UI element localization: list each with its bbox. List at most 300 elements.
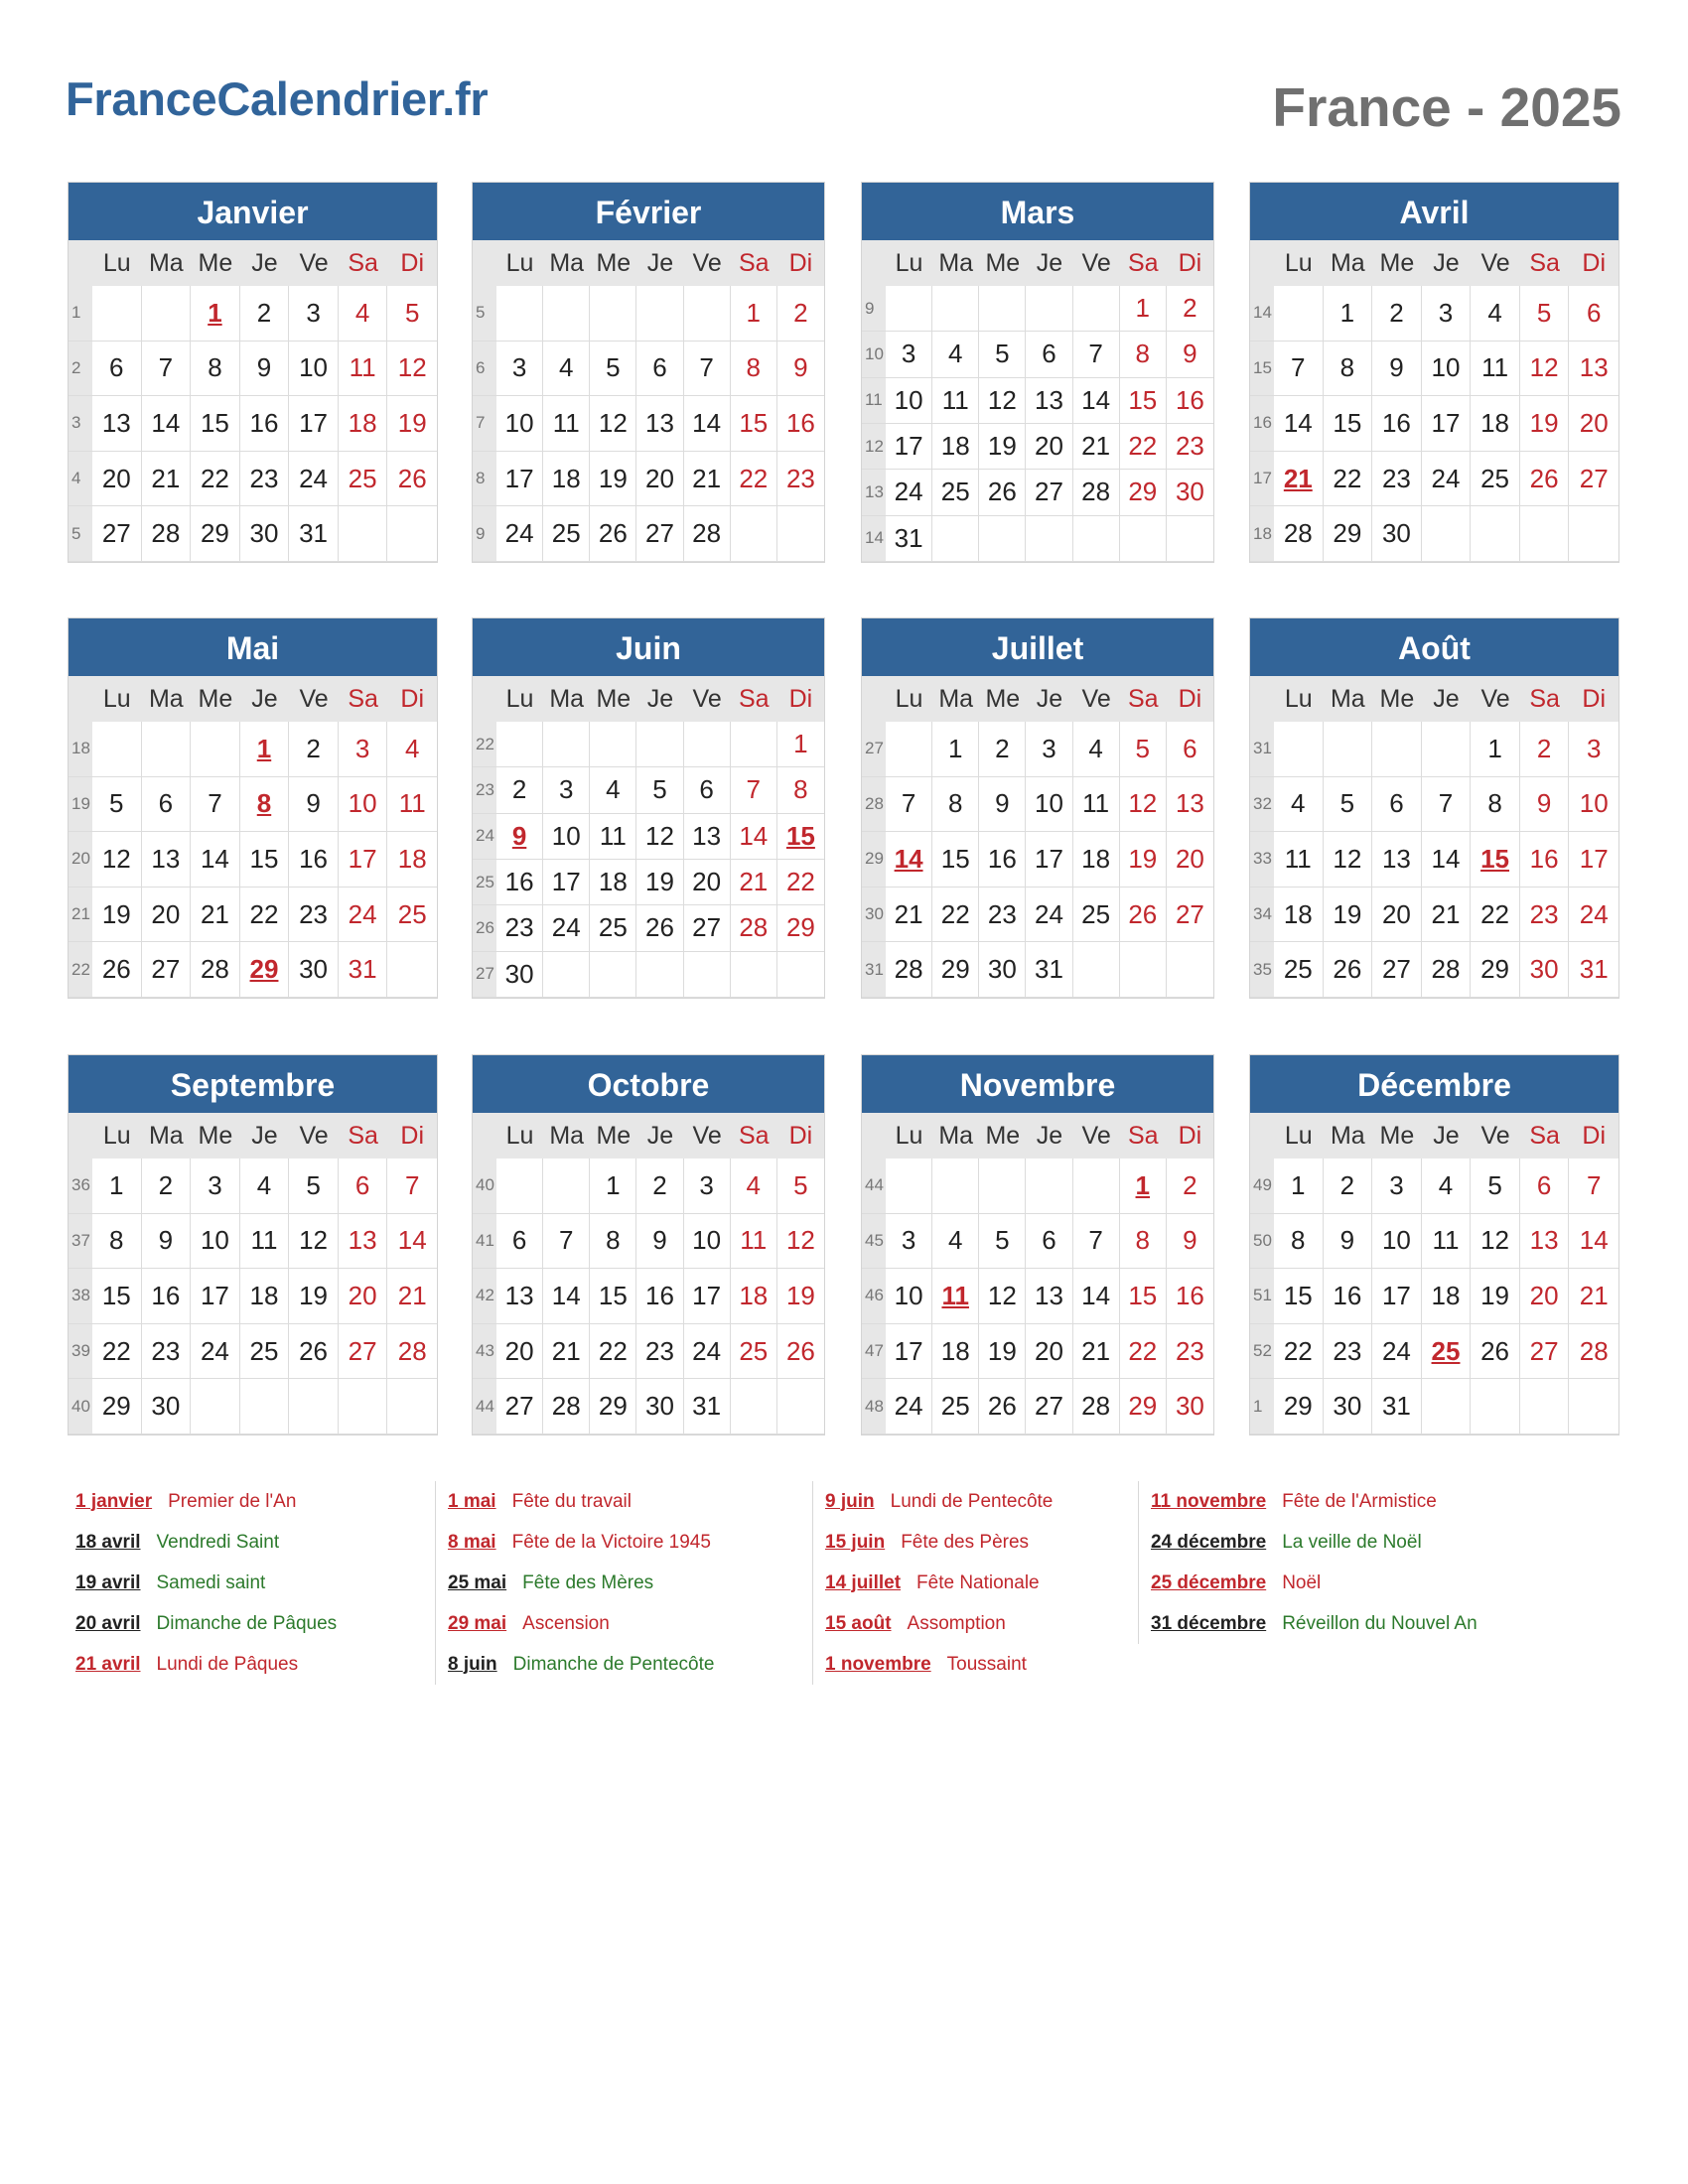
day-cell: 28 bbox=[684, 506, 731, 562]
weekday-header: Me bbox=[979, 240, 1026, 286]
week-number: 52 bbox=[1250, 1324, 1274, 1380]
day-cell: 14 bbox=[543, 1269, 590, 1324]
week-number: 34 bbox=[1250, 887, 1274, 943]
week-number: 18 bbox=[1250, 506, 1274, 562]
week-number: 46 bbox=[862, 1269, 886, 1324]
empty-day-cell bbox=[886, 1159, 932, 1214]
day-cell: 24 bbox=[543, 905, 590, 951]
day-cell: 20 bbox=[1026, 1324, 1072, 1380]
day-cell: 14 bbox=[1274, 396, 1324, 452]
day-cell: 16 bbox=[777, 396, 824, 452]
legend-date[interactable]: 15 août bbox=[825, 1612, 892, 1634]
legend-column bbox=[435, 1481, 815, 1685]
day-cell: 26 bbox=[1120, 887, 1167, 943]
day-cell: 19 bbox=[777, 1269, 824, 1324]
day-cell: 9 bbox=[142, 1214, 192, 1270]
day-cell: 16 bbox=[240, 396, 290, 452]
day-cell: 9 bbox=[1167, 1214, 1213, 1270]
weekday-header: Ma bbox=[543, 240, 590, 286]
empty-day-cell bbox=[777, 506, 824, 562]
day-cell: 15 bbox=[1274, 1269, 1324, 1324]
day-cell: 8 bbox=[92, 1214, 142, 1270]
month-name: Mai bbox=[69, 618, 437, 676]
day-cell: 7 bbox=[731, 767, 777, 813]
month-days-grid bbox=[473, 1113, 824, 1434]
week-number: 30 bbox=[862, 887, 886, 943]
day-cell: 5 bbox=[1120, 722, 1167, 777]
weekday-header: Ma bbox=[1324, 676, 1373, 722]
weekday-header: Sa bbox=[1120, 1113, 1167, 1159]
day-cell: 11 bbox=[1274, 832, 1324, 887]
day-cell: 1 bbox=[731, 286, 777, 341]
legend-date[interactable]: 15 juin bbox=[825, 1531, 886, 1553]
day-cell: 13 bbox=[1372, 832, 1422, 887]
day-cell: 29 bbox=[590, 1379, 636, 1434]
legend-holiday-name: Fête du travail bbox=[511, 1490, 632, 1512]
day-cell: 13 bbox=[1026, 1269, 1072, 1324]
month-days-grid bbox=[862, 676, 1213, 998]
empty-day-cell bbox=[979, 1159, 1026, 1214]
day-cell: 18 bbox=[1274, 887, 1324, 943]
empty-day-cell bbox=[886, 286, 932, 332]
weekday-header: Lu bbox=[496, 240, 543, 286]
week-number-header bbox=[1250, 676, 1274, 722]
month-days-grid bbox=[862, 240, 1213, 562]
weekday-header: Je bbox=[1422, 1113, 1472, 1159]
day-cell: 22 bbox=[777, 860, 824, 905]
legend-date[interactable]: 20 avril bbox=[75, 1612, 141, 1634]
month-name: Août bbox=[1250, 618, 1618, 676]
day-cell: 12 bbox=[92, 832, 142, 887]
day-cell: 6 bbox=[1167, 722, 1213, 777]
legend-date[interactable]: 14 juillet bbox=[825, 1571, 902, 1593]
day-cell: 9 bbox=[289, 777, 339, 833]
weekday-header: Lu bbox=[886, 1113, 932, 1159]
day-cell: 10 bbox=[289, 341, 339, 397]
day-cell: 4 bbox=[1073, 722, 1120, 777]
day-cell: 9 bbox=[636, 1214, 683, 1270]
day-cell: 15 bbox=[932, 832, 979, 887]
day-cell: 23 bbox=[979, 887, 1026, 943]
day-cell: 27 bbox=[1167, 887, 1213, 943]
day-cell: 6 bbox=[1026, 332, 1072, 377]
day-cell: 6 bbox=[1026, 1214, 1072, 1270]
empty-day-cell bbox=[1520, 1379, 1570, 1434]
week-number: 6 bbox=[473, 341, 496, 397]
day-cell: 14 bbox=[142, 396, 192, 452]
day-cell: 29 bbox=[1120, 470, 1167, 515]
week-number: 44 bbox=[862, 1159, 886, 1214]
day-cell: 25 bbox=[543, 506, 590, 562]
day-cell: 4 bbox=[339, 286, 388, 341]
day-cell: 8 bbox=[1274, 1214, 1324, 1270]
month-name: Octobre bbox=[473, 1055, 824, 1113]
day-cell: 11 bbox=[1471, 341, 1520, 397]
empty-day-cell bbox=[1120, 942, 1167, 998]
legend-holiday-name: Premier de l'An bbox=[168, 1490, 297, 1512]
week-number: 35 bbox=[1250, 942, 1274, 998]
legend-holiday-name: Noël bbox=[1282, 1571, 1322, 1593]
day-cell: 18 bbox=[1471, 396, 1520, 452]
day-cell: 15 bbox=[1120, 378, 1167, 424]
empty-day-cell bbox=[1167, 942, 1213, 998]
day-cell: 24 bbox=[1026, 887, 1072, 943]
empty-day-cell bbox=[1120, 516, 1167, 562]
empty-day-cell bbox=[1274, 722, 1324, 777]
weekday-header: Me bbox=[191, 240, 240, 286]
legend-item bbox=[448, 1481, 815, 1522]
day-cell: 7 bbox=[1073, 332, 1120, 377]
month-days-grid bbox=[69, 1113, 437, 1434]
day-cell: 8 bbox=[932, 777, 979, 833]
weekday-header: Ma bbox=[142, 676, 192, 722]
month-name: Février bbox=[473, 183, 824, 240]
legend-date[interactable]: 9 juin bbox=[825, 1490, 875, 1512]
empty-day-cell bbox=[387, 942, 437, 998]
legend-date[interactable]: 21 avril bbox=[75, 1653, 141, 1675]
week-number: 5 bbox=[69, 506, 92, 562]
day-cell: 17 bbox=[1372, 1269, 1422, 1324]
weekday-header: Ma bbox=[1324, 1113, 1373, 1159]
weekday-header: Ve bbox=[289, 676, 339, 722]
weekday-header: Di bbox=[777, 1113, 824, 1159]
day-cell: 17 bbox=[1026, 832, 1072, 887]
day-cell: 7 bbox=[142, 341, 192, 397]
weekday-header: Me bbox=[1372, 1113, 1422, 1159]
empty-day-cell bbox=[979, 286, 1026, 332]
day-cell: 21 bbox=[1274, 452, 1324, 507]
day-cell: 25 bbox=[387, 887, 437, 943]
day-cell: 18 bbox=[932, 1324, 979, 1380]
day-cell: 29 bbox=[932, 942, 979, 998]
legend-holiday-name: Dimanche de Pâques bbox=[156, 1612, 338, 1634]
day-cell: 22 bbox=[1324, 452, 1373, 507]
day-cell: 29 bbox=[1274, 1379, 1324, 1434]
day-cell: 9 bbox=[1324, 1214, 1373, 1270]
legend-date[interactable]: 1 mai bbox=[448, 1490, 496, 1512]
empty-day-cell bbox=[1520, 506, 1570, 562]
week-number: 38 bbox=[69, 1269, 92, 1324]
day-cell: 10 bbox=[1422, 341, 1472, 397]
day-cell: 31 bbox=[886, 516, 932, 562]
week-number: 37 bbox=[69, 1214, 92, 1270]
empty-day-cell bbox=[684, 722, 731, 767]
day-cell: 2 bbox=[777, 286, 824, 341]
day-cell: 13 bbox=[496, 1269, 543, 1324]
legend-item bbox=[75, 1603, 443, 1644]
empty-day-cell bbox=[496, 286, 543, 341]
day-cell: 30 bbox=[496, 952, 543, 998]
day-cell: 16 bbox=[1167, 378, 1213, 424]
day-cell: 18 bbox=[240, 1269, 290, 1324]
week-number: 11 bbox=[862, 378, 886, 424]
day-cell: 10 bbox=[1372, 1214, 1422, 1270]
day-cell: 7 bbox=[191, 777, 240, 833]
weekday-header: Lu bbox=[1274, 676, 1324, 722]
day-cell: 8 bbox=[191, 341, 240, 397]
week-number: 49 bbox=[1250, 1159, 1274, 1214]
legend-date[interactable]: 19 avril bbox=[75, 1571, 141, 1593]
day-cell: 11 bbox=[932, 1269, 979, 1324]
week-number: 20 bbox=[69, 832, 92, 887]
legend-item bbox=[75, 1481, 443, 1522]
day-cell: 13 bbox=[1026, 378, 1072, 424]
weekday-header: Je bbox=[240, 676, 290, 722]
day-cell: 1 bbox=[191, 286, 240, 341]
legend-date[interactable]: 29 mai bbox=[448, 1612, 507, 1634]
legend-date[interactable]: 1 novembre bbox=[825, 1653, 931, 1675]
week-number: 17 bbox=[1250, 452, 1274, 507]
empty-day-cell bbox=[339, 506, 388, 562]
week-number-header bbox=[862, 676, 886, 722]
day-cell: 1 bbox=[1120, 1159, 1167, 1214]
day-cell: 13 bbox=[142, 832, 192, 887]
day-cell: 25 bbox=[1422, 1324, 1472, 1380]
day-cell: 18 bbox=[543, 452, 590, 507]
day-cell: 5 bbox=[1471, 1159, 1520, 1214]
day-cell: 1 bbox=[932, 722, 979, 777]
day-cell: 23 bbox=[496, 905, 543, 951]
legend-holiday-name: Fête des Pères bbox=[901, 1531, 1030, 1553]
empty-day-cell bbox=[932, 516, 979, 562]
day-cell: 28 bbox=[1073, 470, 1120, 515]
day-cell: 3 bbox=[543, 767, 590, 813]
month-5 bbox=[68, 617, 438, 999]
empty-day-cell bbox=[731, 1379, 777, 1434]
day-cell: 15 bbox=[1324, 396, 1373, 452]
day-cell: 18 bbox=[590, 860, 636, 905]
weekday-header: Di bbox=[387, 1113, 437, 1159]
day-cell: 14 bbox=[1569, 1214, 1618, 1270]
week-number: 15 bbox=[1250, 341, 1274, 397]
day-cell: 20 bbox=[92, 452, 142, 507]
legend-date[interactable]: 11 novembre bbox=[1151, 1490, 1267, 1512]
legend-date[interactable]: 25 décembre bbox=[1151, 1571, 1267, 1593]
empty-day-cell bbox=[387, 506, 437, 562]
day-cell: 26 bbox=[979, 1379, 1026, 1434]
weekday-header: Lu bbox=[496, 676, 543, 722]
empty-day-cell bbox=[636, 952, 683, 998]
day-cell: 28 bbox=[191, 942, 240, 998]
week-number: 39 bbox=[69, 1324, 92, 1380]
empty-day-cell bbox=[590, 286, 636, 341]
day-cell: 12 bbox=[590, 396, 636, 452]
empty-day-cell bbox=[142, 722, 192, 777]
day-cell: 5 bbox=[387, 286, 437, 341]
day-cell: 27 bbox=[636, 506, 683, 562]
month-days-grid bbox=[1250, 1113, 1618, 1434]
day-cell: 5 bbox=[636, 767, 683, 813]
weekday-header: Me bbox=[590, 240, 636, 286]
day-cell: 19 bbox=[1471, 1269, 1520, 1324]
legend-date[interactable]: 31 décembre bbox=[1151, 1612, 1267, 1634]
day-cell: 8 bbox=[731, 341, 777, 397]
legend-holiday-name: La veille de Noël bbox=[1282, 1531, 1422, 1553]
weekday-header: Je bbox=[1026, 240, 1072, 286]
day-cell: 20 bbox=[636, 452, 683, 507]
weekday-header: Sa bbox=[731, 1113, 777, 1159]
week-number-header bbox=[473, 240, 496, 286]
day-cell: 17 bbox=[1422, 396, 1472, 452]
week-number: 16 bbox=[1250, 396, 1274, 452]
day-cell: 3 bbox=[1026, 722, 1072, 777]
empty-day-cell bbox=[590, 952, 636, 998]
legend-holiday-name: Fête des Mères bbox=[522, 1571, 654, 1593]
day-cell: 16 bbox=[496, 860, 543, 905]
empty-day-cell bbox=[240, 1379, 290, 1434]
weekday-header: Di bbox=[1167, 1113, 1213, 1159]
weekday-header: Ma bbox=[932, 1113, 979, 1159]
day-cell: 5 bbox=[979, 332, 1026, 377]
legend-date[interactable]: 18 avril bbox=[75, 1531, 141, 1553]
weekday-header: Di bbox=[777, 240, 824, 286]
day-cell: 19 bbox=[387, 396, 437, 452]
day-cell: 2 bbox=[1167, 286, 1213, 332]
day-cell: 1 bbox=[1324, 286, 1373, 341]
day-cell: 8 bbox=[240, 777, 290, 833]
day-cell: 27 bbox=[1520, 1324, 1570, 1380]
day-cell: 18 bbox=[731, 1269, 777, 1324]
empty-day-cell bbox=[543, 1159, 590, 1214]
day-cell: 26 bbox=[777, 1324, 824, 1380]
day-cell: 31 bbox=[289, 506, 339, 562]
day-cell: 28 bbox=[1569, 1324, 1618, 1380]
week-number: 27 bbox=[862, 722, 886, 777]
day-cell: 13 bbox=[1569, 341, 1618, 397]
day-cell: 4 bbox=[387, 722, 437, 777]
day-cell: 9 bbox=[496, 814, 543, 860]
empty-day-cell bbox=[636, 722, 683, 767]
weekday-header: Sa bbox=[731, 676, 777, 722]
day-cell: 14 bbox=[731, 814, 777, 860]
day-cell: 15 bbox=[92, 1269, 142, 1324]
day-cell: 10 bbox=[886, 378, 932, 424]
weekday-header: Ve bbox=[1073, 240, 1120, 286]
day-cell: 17 bbox=[886, 1324, 932, 1380]
empty-day-cell bbox=[777, 952, 824, 998]
day-cell: 13 bbox=[684, 814, 731, 860]
empty-day-cell bbox=[142, 286, 192, 341]
day-cell: 21 bbox=[886, 887, 932, 943]
legend-holiday-name: Ascension bbox=[522, 1612, 610, 1634]
empty-day-cell bbox=[1073, 942, 1120, 998]
day-cell: 22 bbox=[731, 452, 777, 507]
month-1 bbox=[68, 182, 438, 563]
day-cell: 12 bbox=[1120, 777, 1167, 833]
day-cell: 13 bbox=[1167, 777, 1213, 833]
day-cell: 26 bbox=[289, 1324, 339, 1380]
day-cell: 27 bbox=[142, 942, 192, 998]
day-cell: 4 bbox=[543, 341, 590, 397]
day-cell: 25 bbox=[932, 470, 979, 515]
day-cell: 29 bbox=[1324, 506, 1373, 562]
day-cell: 17 bbox=[1569, 832, 1618, 887]
day-cell: 4 bbox=[590, 767, 636, 813]
day-cell: 26 bbox=[979, 470, 1026, 515]
weekday-header: Ma bbox=[543, 676, 590, 722]
day-cell: 12 bbox=[1471, 1214, 1520, 1270]
day-cell: 26 bbox=[1520, 452, 1570, 507]
day-cell: 3 bbox=[1422, 286, 1472, 341]
weekday-header: Lu bbox=[886, 676, 932, 722]
day-cell: 11 bbox=[1422, 1214, 1472, 1270]
empty-day-cell bbox=[777, 1379, 824, 1434]
empty-day-cell bbox=[1324, 722, 1373, 777]
day-cell: 27 bbox=[1026, 1379, 1072, 1434]
weekday-header: Me bbox=[979, 1113, 1026, 1159]
day-cell: 20 bbox=[1026, 424, 1072, 470]
day-cell: 22 bbox=[1120, 1324, 1167, 1380]
day-cell: 7 bbox=[387, 1159, 437, 1214]
day-cell: 10 bbox=[191, 1214, 240, 1270]
weekday-header: Ve bbox=[1073, 1113, 1120, 1159]
empty-day-cell bbox=[191, 722, 240, 777]
day-cell: 28 bbox=[886, 942, 932, 998]
day-cell: 23 bbox=[777, 452, 824, 507]
day-cell: 16 bbox=[142, 1269, 192, 1324]
week-number: 28 bbox=[862, 777, 886, 833]
empty-day-cell bbox=[339, 1379, 388, 1434]
legend-item bbox=[1151, 1603, 1518, 1644]
day-cell: 6 bbox=[1520, 1159, 1570, 1214]
day-cell: 24 bbox=[191, 1324, 240, 1380]
day-cell: 8 bbox=[1324, 341, 1373, 397]
empty-day-cell bbox=[92, 286, 142, 341]
day-cell: 25 bbox=[731, 1324, 777, 1380]
day-cell: 15 bbox=[1471, 832, 1520, 887]
weekday-header: Je bbox=[1026, 1113, 1072, 1159]
day-cell: 26 bbox=[387, 452, 437, 507]
empty-day-cell bbox=[684, 286, 731, 341]
day-cell: 25 bbox=[1471, 452, 1520, 507]
day-cell: 27 bbox=[496, 1379, 543, 1434]
empty-day-cell bbox=[1569, 1379, 1618, 1434]
legend-date[interactable]: 24 décembre bbox=[1151, 1531, 1267, 1553]
day-cell: 20 bbox=[496, 1324, 543, 1380]
legend-date[interactable]: 1 janvier bbox=[75, 1490, 153, 1512]
legend-date[interactable]: 25 mai bbox=[448, 1571, 507, 1593]
day-cell: 24 bbox=[1372, 1324, 1422, 1380]
day-cell: 1 bbox=[1120, 286, 1167, 332]
legend-date[interactable]: 8 juin bbox=[448, 1653, 497, 1675]
legend-holiday-name: Dimanche de Pentecôte bbox=[512, 1653, 715, 1675]
day-cell: 18 bbox=[932, 424, 979, 470]
day-cell: 15 bbox=[1120, 1269, 1167, 1324]
weekday-header: Di bbox=[1569, 240, 1618, 286]
legend-item bbox=[75, 1563, 443, 1603]
day-cell: 17 bbox=[339, 832, 388, 887]
day-cell: 22 bbox=[240, 887, 290, 943]
day-cell: 27 bbox=[339, 1324, 388, 1380]
day-cell: 4 bbox=[731, 1159, 777, 1214]
day-cell: 15 bbox=[590, 1269, 636, 1324]
empty-day-cell bbox=[932, 286, 979, 332]
day-cell: 11 bbox=[543, 396, 590, 452]
legend-date[interactable]: 8 mai bbox=[448, 1531, 496, 1553]
weekday-header: Di bbox=[387, 240, 437, 286]
legend-holiday-name: Samedi saint bbox=[156, 1571, 266, 1593]
day-cell: 13 bbox=[339, 1214, 388, 1270]
day-cell: 26 bbox=[590, 506, 636, 562]
empty-day-cell bbox=[1471, 1379, 1520, 1434]
week-number: 33 bbox=[1250, 832, 1274, 887]
empty-day-cell bbox=[191, 1379, 240, 1434]
weekday-header: Ve bbox=[684, 676, 731, 722]
day-cell: 13 bbox=[92, 396, 142, 452]
day-cell: 21 bbox=[1569, 1269, 1618, 1324]
day-cell: 23 bbox=[1520, 887, 1570, 943]
legend-item bbox=[825, 1644, 1193, 1685]
